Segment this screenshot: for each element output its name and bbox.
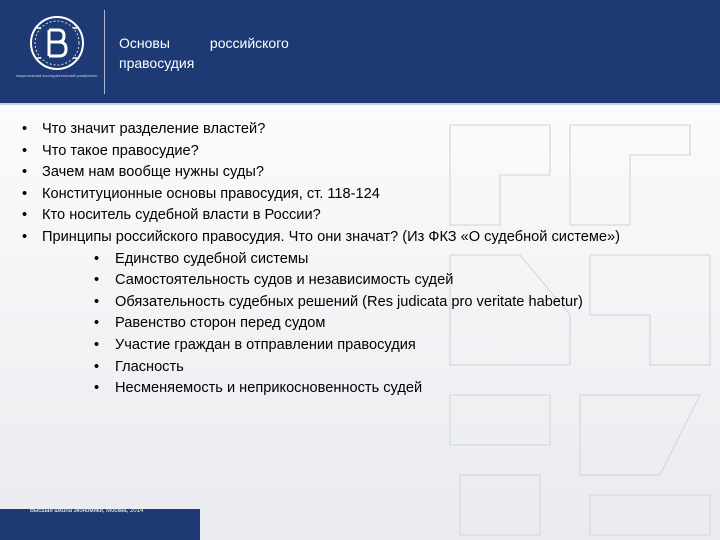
bullet-icon: •	[94, 250, 100, 267]
list-item	[22, 119, 702, 141]
title-word-2: российского	[209, 35, 289, 51]
list-item-text: Конституционные основы правосудия, ст. 118-124	[42, 185, 380, 202]
list-item-text: Зачем нам вообще нужны суды?	[42, 164, 264, 181]
list-item	[22, 162, 702, 184]
title-word-1: Основы	[119, 35, 170, 51]
bullet-icon: •	[22, 228, 28, 245]
bullet-list	[22, 119, 702, 400]
sub-list-item	[22, 249, 702, 271]
bullet-icon: •	[22, 185, 28, 202]
sub-list-item	[22, 313, 702, 335]
header-bar	[0, 0, 720, 103]
list-item	[22, 141, 702, 163]
list-item-text: Принципы российского правосудия. Что они значат? (Из ФКЗ «О судебной системе»)	[42, 228, 621, 245]
bullet-icon: •	[94, 293, 100, 310]
logo-caption: национальный исследовательский университет	[16, 74, 98, 78]
list-item-text: Участие граждан в отправлении правосудия	[115, 336, 416, 353]
bullet-icon: •	[94, 272, 100, 289]
list-item	[22, 205, 702, 227]
bullet-icon: •	[94, 358, 100, 375]
list-item-text: Что значит разделение властей?	[42, 121, 266, 137]
list-item-text: Самостоятельность судов и независимость судей	[115, 272, 454, 289]
list-item-text: Обязательность судебных решений (Res judicata pro veritate habetur)	[115, 293, 583, 310]
bullet-icon: •	[22, 121, 28, 137]
bullet-icon: •	[94, 380, 100, 397]
bullet-icon: •	[94, 336, 100, 353]
slide-title	[119, 33, 359, 73]
sub-list-item	[22, 335, 702, 357]
sub-list-item	[22, 292, 702, 314]
list-item-text: Несменяемость и неприкосновенность судей	[115, 380, 423, 397]
bullet-icon: •	[22, 164, 28, 181]
bullet-icon: •	[22, 142, 28, 159]
sub-list-item	[22, 357, 702, 379]
bullet-icon: •	[22, 207, 28, 224]
footer-text: Высшая школа экономики, Москва, 2014	[30, 508, 144, 514]
list-item-text: Кто носитель судебной власти в России?	[42, 207, 321, 224]
university-logo-icon	[10, 10, 105, 92]
bullet-icon: •	[94, 315, 100, 332]
list-item-text: Гласность	[115, 358, 184, 375]
list-item	[22, 227, 702, 249]
list-item-text: Равенство сторон перед судом	[115, 315, 326, 332]
list-item-text: Что такое правосудие?	[42, 142, 199, 159]
list-item	[22, 184, 702, 206]
list-item-text: Единство судебной системы	[115, 250, 309, 267]
header-divider	[104, 10, 105, 94]
header-underline	[0, 103, 720, 105]
sub-list-item	[22, 270, 702, 292]
title-word-3: правосудия	[119, 55, 195, 71]
sub-list-item	[22, 378, 702, 400]
